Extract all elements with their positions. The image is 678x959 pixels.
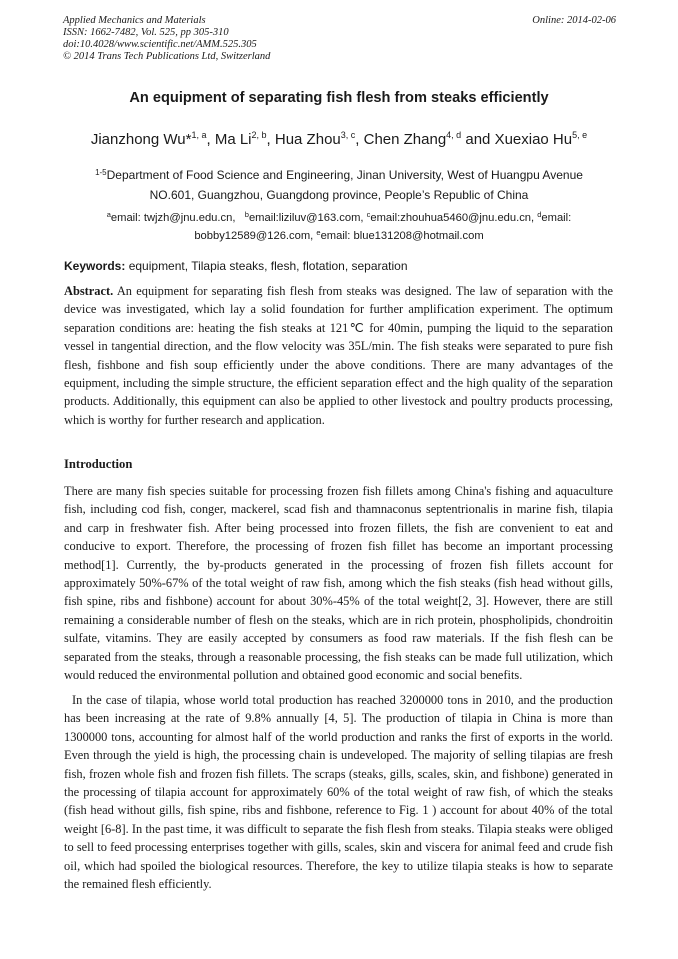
- author-emails: [0, 209, 678, 245]
- abstract-text: An equipment for separating fish flesh from steaks was designed. The law of separation with the device was investigated, which lay a solid foundation for further amplification experiment. The optimum separation conditions are: heating the fish steaks at 121℃ for 40min, pumping the liquid to the separation vessel in tangential direction, and the flow velocity was 35L/min. The fish steaks were separated to pure fish flesh, fishbone and fish soup efficiently under the above conditions. There are many advantages of the equipment, including the simple structure, the efficient separation effect and the high quality of the separation products. Additionally, this equipment can also be applied to other livestock and poultry products processing, which is worthy for further research and application.: [64, 284, 613, 427]
- author-name: Hua Zhou: [274, 131, 341, 148]
- affiliation-text-1: Department of Food Science and Engineering, Jinan University, West of Huangpu Avenue: [106, 168, 583, 182]
- author-separator: ,: [266, 131, 275, 148]
- paper-title: An equipment of separating fish flesh from steaks efficiently: [129, 90, 549, 106]
- journal-doi: doi:10.4028/www.scientific.net/AMM.525.305: [63, 39, 257, 50]
- author-name: Chen Zhang: [363, 131, 447, 148]
- affiliation: [0, 165, 678, 205]
- email-sup: e: [316, 228, 321, 237]
- email-sup: b: [244, 210, 249, 219]
- email-sup: a: [106, 210, 111, 219]
- email-c: email:zhouhua5460@jnu.edu.cn,: [370, 212, 535, 224]
- author-separator: and: [461, 131, 495, 148]
- email-line-1: [0, 209, 678, 227]
- email-d: email:: [541, 212, 572, 224]
- author-affil-sup: 5, e: [572, 130, 588, 140]
- intro-paragraph-1: There are many fish species suitable for processing frozen fish fillets among China's fishing and aquaculture fish, including cod fish, conger, mackerel, scad fish and thamnaconus septentrionalis in marine fish, tilapia and carp in freshwater fish. After being processed into frozen fillets, the fish are convenient to eat and conducive to export. Therefore, the processing of frozen fish fillet has become an important processing method[1]. Currently, the by-products generated in the processing of frozen fish fillets account for approximately 50%-67% of the total weight of raw fish, among which the fish steaks (fish head without gills, fish spine, ribs and fishbone) account for about 30%-45% of the total weight[2, 3]. However, there are still remaining a considerable number of flesh on the steaks, which are in rich protein, phospholipids, chondroitin sulfate, vitamins. They are easily accepted by consumers as food raw materials. If the fish flesh can be separated from the steaks, through a reasonable processing, the fish steaks can be made full utilization, which would reduced the environmental pollution and obtained good economic and social benefits.: [64, 484, 613, 683]
- author-separator: ,: [355, 131, 364, 148]
- journal-name: Applied Mechanics and Materials: [63, 15, 206, 26]
- author-list: [0, 131, 678, 148]
- email-b: email:liziluv@163.com,: [248, 212, 364, 224]
- author-separator: ,: [206, 131, 215, 148]
- email-sup: d: [537, 210, 542, 219]
- abstract: [64, 282, 613, 429]
- journal-issn: ISSN: 1662-7482, Vol. 525, pp 305-310: [63, 27, 229, 38]
- affiliation-line-1: [0, 165, 678, 185]
- email-sup: c: [366, 210, 371, 219]
- author-name: Ma Li: [214, 131, 252, 148]
- email-d-address: bobby12589@126.com,: [194, 230, 314, 242]
- keywords-text: equipment, Tilapia steaks, flesh, flotation, separation: [128, 259, 408, 273]
- journal-copyright: © 2014 Trans Tech Publications Ltd, Switzerland: [63, 51, 271, 62]
- online-date: Online: 2014-02-06: [532, 15, 616, 26]
- affiliation-sup: 1-5: [95, 168, 107, 177]
- author-affil-sup: 1, a: [191, 130, 207, 140]
- author-affil-sup: 4, d: [446, 130, 462, 140]
- author-name: Xuexiao Hu: [494, 131, 573, 148]
- section-heading-introduction: Introduction: [64, 457, 133, 471]
- email-e: email: blue131208@hotmail.com: [320, 230, 484, 242]
- keywords: [64, 259, 408, 273]
- author-affil-sup: 2, b: [251, 130, 267, 140]
- email-a: email: twjzh@jnu.edu.cn,: [110, 212, 236, 224]
- intro-paragraph-2: In the case of tilapia, whose world total production has reached 3200000 tons in 2010, and the production has been increasing at the rate of 9.8% annually [4, 5]. The production of tilapia in China is more than 1300000 tons, accounting for almost half of the world production and ranks the first of exports in the world. Even through the yield is high, the processing chain is undeveloped. The majority of selling tilapias are fresh fish, frozen whole fish and frozen fish fillets. The scraps (steaks, gills, scales, skin, and fishbone) generated in the processing of tilapia account for approximately 60% of the total weight of raw fish, of which the steaks (fish head without gills, fish spine, ribs and fishbone, reference to Fig. 1 ) account for about 40% of the total weight [6-8]. In the past time, it was difficult to separate the fish flesh from steaks. Tilapia steaks were obliged to sell to feed processing enterprises together with gills, scales, skin and viscera for animal feed and crude fish oil, which had spoiled the biological resources. Therefore, the key to utilize tilapia steaks is how to separate the remained flesh efficiently.: [64, 693, 613, 892]
- author-affil-sup: 3, c: [340, 130, 356, 140]
- email-line-2: [0, 227, 678, 245]
- affiliation-text-2: NO.601, Guangzhou, Guangdong province, People’s Republic of China: [149, 188, 529, 202]
- abstract-label: Abstract.: [64, 284, 114, 298]
- keywords-label: Keywords:: [64, 259, 126, 273]
- journal-header: [63, 15, 270, 63]
- author-name: Jianzhong Wu*: [90, 131, 192, 148]
